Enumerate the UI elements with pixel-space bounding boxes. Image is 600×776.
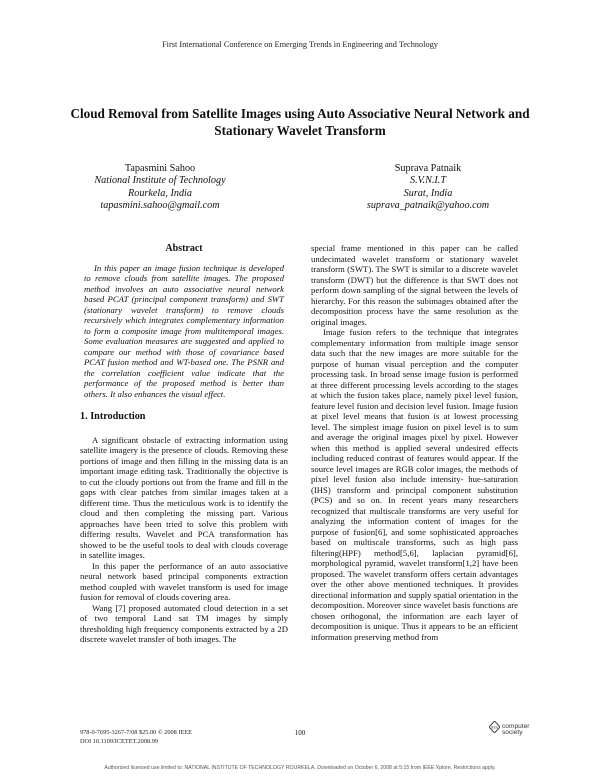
paper-title: Cloud Removal from Satellite Images using Auto Associative Neural Network and Stationary Wavelet Transform — [70, 106, 530, 138]
author-institution: S.V.N.I.T — [409, 175, 447, 187]
ieee-diamond-icon — [489, 721, 500, 733]
computer-society-logo — [488, 719, 543, 743]
doi-line: DOI 10.1109/ICETET.2008.99 — [80, 737, 159, 745]
logo-text: computer society — [502, 723, 530, 737]
introduction-heading: 1. Introduction — [80, 411, 146, 422]
author-email[interactable]: suprava_patnaik@yahoo.com — [366, 200, 490, 212]
svg-text:IEEE: IEEE — [490, 725, 499, 730]
author-name: Tapasmini Sahoo — [124, 163, 196, 174]
right-column — [311, 243, 518, 642]
authorization-notice: Authorized licensed use limited to: NATIONAL INSTITUTE OF TECHNOLOGY ROURKELA. Downloaded on October 6, 2008 at 5:15 from IEEE Xplore. Restrictions apply. — [104, 765, 496, 771]
abstract-heading: Abstract — [165, 243, 203, 254]
author-location: Surat, India — [403, 187, 453, 199]
isbn-line: 978-0-7695-3267-7/08 $25.00 © 2008 IEEE — [80, 729, 192, 736]
intro-paragraph-3: Wang [7] proposed automated cloud detection in a set of two temporal Land sat TM images by simply thresholding high frequency components extracted by a 2D discrete wavelet transfer of both images. The — [80, 602, 288, 644]
author-name: Suprava Patnaik — [394, 163, 462, 174]
author-email[interactable]: tapasmini.sahoo@gmail.com — [100, 200, 220, 212]
conference-header: First International Conference on Emerging Trends in Engineering and Technology — [162, 40, 438, 49]
intro-paragraph-1: A significant obstacle of extracting information using satellite imagery is the presence of clouds. Removing these portions of image and then filling in the missing data is an important image editing task. Traditionally the objective is to cut the cloudy portions out from the frame and fill in the gaps with clear patches from similar images taken at a different time. Thus the meticulous work is to identify the cloud and then completing the missing part. Various approaches have been tried to solve this problem with differing results. Wavelet and PCA transformation has showed to be the useful tools to deal with clouds coverage in satellite images. — [80, 434, 288, 560]
page-number: 100 — [294, 729, 306, 737]
author-location: Rourkela, India — [128, 187, 192, 199]
author-block-2 — [318, 163, 538, 213]
left-column — [80, 243, 288, 645]
right-paragraph-1: special frame mentioned in this paper can be called undecimated wavelet transform or stationary wavelet transform (SWT). The SWT is similar to a discrete wavelet transform (DWT) but the difference is that SWT does not perform down sampling of the signal between the levels of hierarchy. For this reason the subimages obtained after the decomposition process have the same resolution as the original images. — [311, 243, 518, 327]
author-institution: National Institute of Technology — [94, 175, 226, 187]
right-paragraph-2: Image fusion refers to the technique that integrates complementary information from multiple image sensor data such that the new images are more suitable for the purpose of human visual perception and the computer processing task. In broad sense image fusion is performed at three different processing levels according to the stages at which the fusion takes place, namely pixel level fusion, feature level fusion and decision level fusion. Image fusion at pixel level means that fusion is at lowest processing level. The simplest image fusion on pixel level is to sum and average the original images pixel by pixel. However when this method is applied several undesired effects including reduced contrast of features would appear. If the source level images are RGB color images, the methods of pixel level fusion also include intensity- hue-saturation (IHS) transform and principal component substitution (PCS) and so on. In recent years many researchers recognized that multiscale transforms are very useful for analyzing the information content of images for the purpose of fusion[6], and some sophisticated approaches based on multiscale transforms, such as high pass filtering(HPF) method[5,6], laplacian pyramid[6], morphological pyramid, wavelet transform[1,2] have been proposed. The wavelet transform offers certain advantages over the other above mentioned techniques. It provides directional information and supply spatial orientation in the decomposition. Moreover since wavelet basis functions are chosen orthogonal, the information are each layer of decomposition is unique. Thus it appears to be an efficient information preserving method from — [311, 327, 518, 642]
abstract-text: In this paper an image fusion technique is developed to remove clouds from satellite images. The proposed method involves an auto associative neural network based PCAT (principal component transform) and SWT (stationary wavelet transform) to remove clouds recursively which integrates complementary information to form a composite image from multitemporal images. Some evaluation measures are suggested and applied to compare our method with those of covariance based PCAT fusion method and WT-based one. The PSNR and the correlation coefficient value indicate that the performance of the proposed method is better than others. It also enhances the visual effect. — [84, 262, 284, 399]
author-block-1 — [50, 163, 270, 213]
intro-paragraph-2: In this paper the performance of an auto associative neural network based principal components extraction method coupled with wavelet transform is used for image fusion for removal of clouds covering area. — [80, 560, 288, 602]
